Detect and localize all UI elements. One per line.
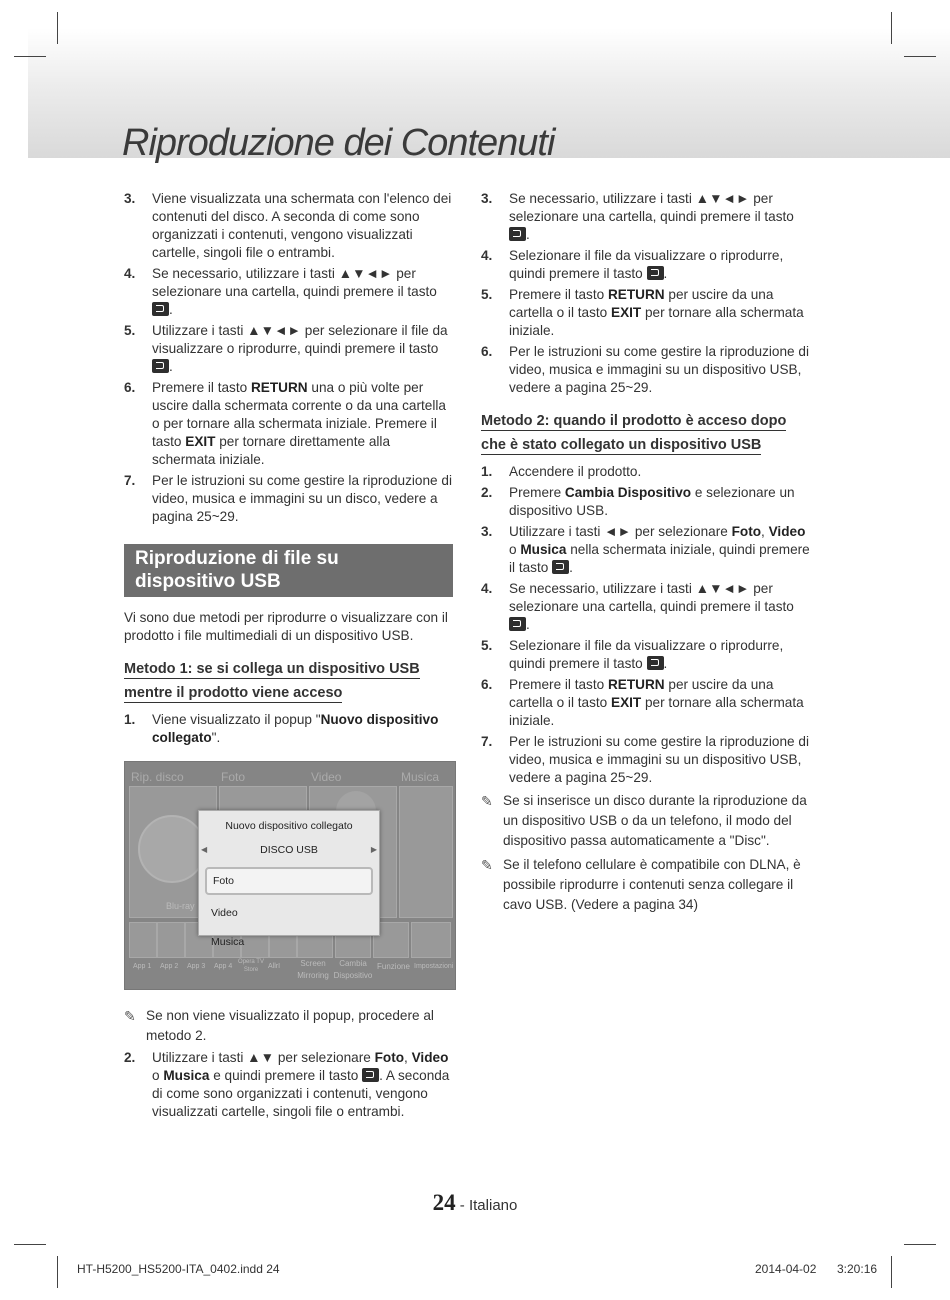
step-text: Utilizzare i tasti ◄► per selezionare [509,524,732,539]
popup-device: DISCO USB [260,844,318,856]
step-text: . A seconda di come sono organizzati i contenuti, vengono visualizzati cartelle, singoli file o entrambi. [152,1068,450,1119]
app-tile [129,922,157,958]
enter-icon [647,656,664,670]
step-list [124,711,454,747]
enter-icon [509,227,526,241]
method1-heading-text: Metodo 1: se si collega un dispositivo USB mentre il prodotto viene acceso [124,661,420,701]
note [481,791,811,851]
page-footer [0,1190,950,1216]
page-language: - Italiano [455,1197,518,1214]
popup-option-photo[interactable]: Foto [205,867,373,895]
note [124,1006,454,1046]
app-label: Cambia Dispositivo [333,959,373,980]
arrow-left-icon[interactable]: ◀ [201,845,208,854]
step-text: Viene visualizzato il popup " [152,712,321,727]
option-name: Video [411,1050,449,1065]
tab-video: Video [311,770,342,784]
crop-mark [904,56,936,57]
imprint-time: 3:20:16 [837,1262,878,1276]
app-tile [411,922,451,958]
step-text: Se necessario, utilizzare i tasti ▲▼◄► per selezionare una cartella, quindi premere il tasto [152,266,437,299]
step-text: e quindi premere il tasto [209,1068,363,1083]
step-number: 6. [124,380,136,395]
step-text: per tornare direttamente alla schermata iniziale. [152,434,391,467]
step-text: Viene visualizzata una schermata con l'elenco dei contenuti del disco. A seconda di come sono organizzati i contenuti, vengono visualizzati cartelle, singoli file o entrambi. [152,191,452,260]
step-item [124,1049,454,1121]
app-label: Impostazioni [414,963,454,970]
step-item: 4. Se necessario, utilizzare i tasti ▲▼◄► per selezionare una cartella, quindi premere il tasto . [481,581,794,632]
step-text: Accendere il prodotto. [509,464,642,479]
tab-photo: Foto [221,770,246,784]
crop-mark [891,12,892,44]
page-title: Riproduzione dei Contenuti [122,122,555,164]
new-device-popup [198,810,380,948]
imprint-file: HT-H5200_HS5200-ITA_0402.indd 24 [77,1262,280,1276]
step-text: Per le istruzioni su come gestire la riproduzione di video, musica e immagini su un dispositivo USB, vedere a pagina 25~29. [509,734,809,785]
step-number: 5. [481,287,493,302]
step-number: 7. [124,473,136,488]
option-name: Musica [520,542,567,557]
step-number: 5. [124,323,136,338]
step-text: per tornare alla schermata iniziale. [509,305,804,338]
option-name: Foto [374,1050,405,1065]
crop-mark [904,1244,936,1245]
step-item [481,733,811,787]
step-item [481,343,811,397]
popup-device-row [199,841,379,859]
step-text: Se necessario, utilizzare i tasti ▲▼◄► per selezionare una cartella, quindi premere il tasto [509,581,794,614]
section-intro: Vi sono due metodi per riprodurre o visualizzare con il prodotto i file multimediali di un dispositivo USB. [124,610,448,643]
step-text: Premere [509,485,565,500]
note-text: Se il telefono cellulare è compatibile con DLNA, è possibile riprodurre i contenuti senza collegare il cavo USB. (Vedere a pagina 34) [503,857,801,912]
step-list [481,463,811,787]
pencil-icon: ✎ [124,1008,136,1024]
app-label: App 3 [187,963,206,970]
disc-icon [138,815,206,883]
method2-heading-text: Metodo 2: quando il prodotto è acceso dopo che è stato collegato un dispositivo USB [481,413,787,453]
popup-title: Nuovo dispositivo collegato [225,820,353,832]
enter-icon [552,560,569,574]
option-name: Video [768,524,806,539]
crop-mark [57,1256,58,1288]
step-item [124,190,454,262]
app-label: Funzione [377,962,410,971]
step-text: per uscire da una cartella o il tasto [509,677,774,710]
button-name: Cambia Dispositivo [564,485,692,500]
step-item: 3. Se necessario, utilizzare i tasti ▲▼◄► per selezionare una cartella, quindi premere il tasto . [481,191,794,242]
step-number: 6. [481,344,493,359]
step-text: Per le istruzioni su come gestire la riproduzione di video, musica e immagini su un dispositivo USB, vedere a pagina 25~29. [509,344,809,395]
step-text: , [761,524,769,539]
app-tile [157,922,185,958]
step-item: 4. Se necessario, utilizzare i tasti ▲▼◄► per selezionare una cartella, quindi premere il tasto . [124,266,437,317]
key-name: EXIT [611,695,642,710]
step-item [481,484,811,520]
page-number: 24 [432,1190,456,1215]
enter-icon [509,617,526,631]
step-item [124,379,454,469]
bluray-label: Blu-ray [166,901,195,911]
step-number: 6. [481,677,493,692]
enter-icon [152,359,169,373]
app-label: App 4 [214,963,233,970]
section-heading: Riproduzione di file su dispositivo USB [124,544,453,597]
step-item: 5. Selezionare il file da visualizzare o riprodurre, quindi premere il tasto . [481,638,784,671]
tab-disc: Rip. disco [131,770,184,784]
method1-heading [124,657,454,705]
pencil-icon: ✎ [481,793,493,809]
popup-option-video[interactable]: Video [211,907,238,919]
crop-mark [891,1256,892,1288]
step-text: Per le istruzioni su come gestire la riproduzione di video, musica e immagini su un disco, vedere a pagina 25~29. [152,473,452,524]
step-text: o [152,1068,164,1083]
step-item: 4. Selezionare il file da visualizzare o riprodurre, quindi premere il tasto . [481,248,784,281]
step-number: 3. [124,191,136,206]
step-text: Utilizzare i tasti ▲▼◄► per selezionare il file da visualizzare o riprodurre, quindi premere il tasto [152,323,448,356]
step-list [481,190,811,397]
app-label: Opera TV Store [238,959,264,973]
step-number: 1. [124,712,136,727]
step-number: 3. [481,524,493,539]
option-name: Foto [731,524,762,539]
step-text: ". [211,730,221,745]
step-list [124,190,454,526]
arrow-right-icon[interactable]: ▶ [370,845,377,854]
enter-icon [152,302,169,316]
key-name: RETURN [250,380,308,395]
crop-mark [14,56,46,57]
step-item [124,711,454,747]
step-text: Premere il tasto [509,287,608,302]
crop-mark [14,1244,46,1245]
option-name: Musica [163,1068,210,1083]
right-column [481,190,811,918]
step-item [481,286,811,340]
key-name: RETURN [607,287,665,302]
step-number: 1. [481,464,493,479]
step-text: , [404,1050,412,1065]
app-label: Screen Mirroring [297,959,329,980]
step-number: 7. [481,734,493,749]
step-text: Premere il tasto [509,677,608,692]
step-number: 4. [481,581,493,596]
step-item: 3. Utilizzare i tasti ◄► per selezionare Foto, Video o Musica nella schermata iniziale, quindi premere il tasto . [481,524,810,575]
step-text: nella schermata iniziale, quindi premere il tasto [509,542,810,575]
step-item [481,676,811,730]
step-number: 2. [481,485,493,500]
step-number: 3. [481,191,493,206]
step-text: Utilizzare i tasti ▲▼ per selezionare [152,1050,375,1065]
popup-name: Nuovo dispositivo collegato [152,712,439,745]
popup-option-music[interactable]: Musica [211,936,245,948]
step-number: 2. [124,1050,136,1065]
step-text: Selezionare il file da visualizzare o riprodurre, quindi premere il tasto [509,638,784,671]
step-number: 4. [481,248,493,263]
step-number: 4. [124,266,136,281]
step-item [481,463,811,481]
step-list [124,1049,454,1121]
pencil-icon: ✎ [481,857,493,873]
step-item: 5. Utilizzare i tasti ▲▼◄► per selezionare il file da visualizzare o riprodurre, quindi premere il tasto . [124,323,448,374]
key-name: EXIT [185,434,216,449]
enter-icon [362,1068,379,1082]
step-text: Premere il tasto [152,380,251,395]
music-tile [399,786,453,918]
step-text: per uscire da una cartella o il tasto [509,287,774,320]
step-text: Se necessario, utilizzare i tasti ▲▼◄► per selezionare una cartella, quindi premere il tasto [509,191,794,224]
method2-heading [481,409,811,457]
note [481,855,811,915]
enter-icon [647,266,664,280]
step-item [124,472,454,526]
crop-mark [57,12,58,44]
step-number: 5. [481,638,493,653]
note-text: Se si inserisce un disco durante la riproduzione da un dispositivo USB o da un telefono, il modo del dispositivo passa automaticamente a "Disc". [503,793,807,848]
key-name: EXIT [611,305,642,320]
app-label: AllrI [268,963,281,970]
home-tabs [131,768,455,784]
step-text: e selezionare un dispositivo USB. [509,485,795,518]
step-text: per tornare alla schermata iniziale. [509,695,804,728]
step-text: una o più volte per uscire dalla schermata corrente o da una cartella o per tornare alla schermata iniziale. Premere il tasto [152,380,446,449]
home-screen-illustration [124,761,456,990]
note-text: Se non viene visualizzato il popup, procedere al metodo 2. [146,1008,434,1043]
left-column [124,190,454,1124]
tab-music: Musica [401,770,440,784]
app-label: App 2 [160,963,179,970]
step-text: o [509,542,521,557]
imprint-date: 2014-04-02 [755,1262,817,1276]
app-label: App 1 [133,963,152,970]
step-text: Selezionare il file da visualizzare o riprodurre, quindi premere il tasto [509,248,784,281]
key-name: RETURN [607,677,665,692]
